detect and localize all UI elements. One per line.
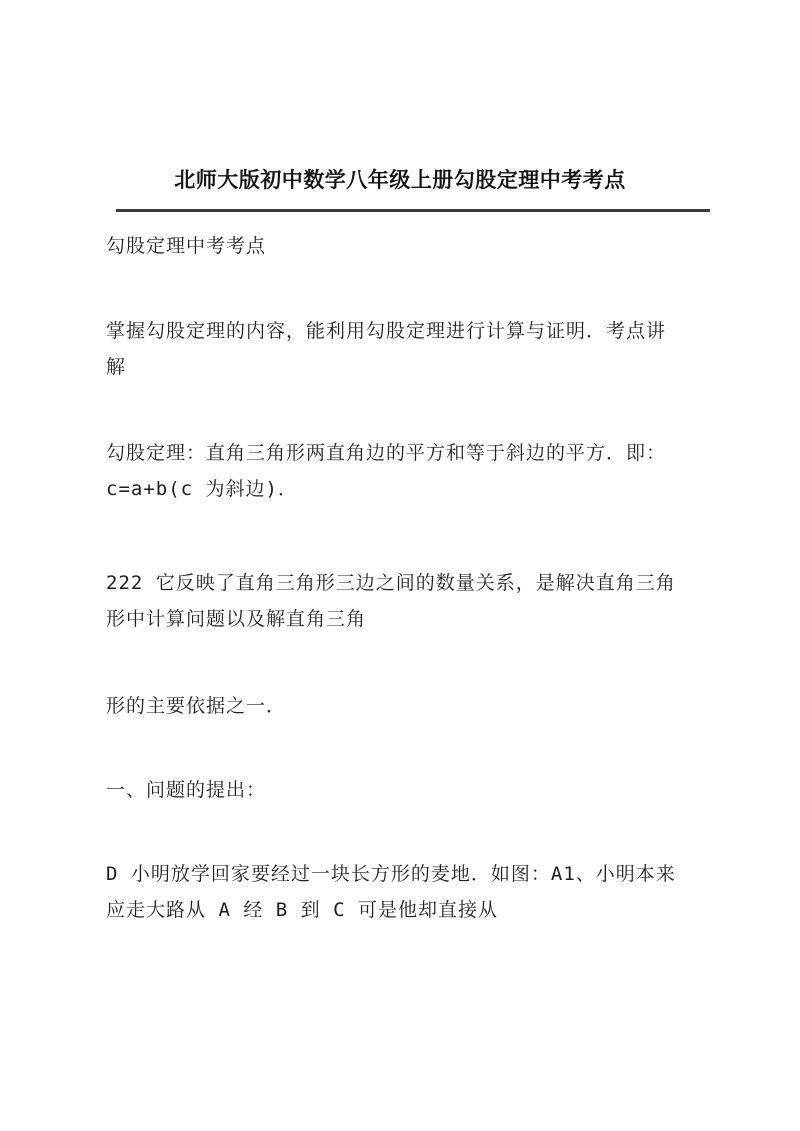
- paragraph-line: 222 它反映了直角三角形三边之间的数量关系，是解决直角三角: [106, 572, 676, 594]
- paragraph-line: 掌握勾股定理的内容，能利用勾股定理进行计算与证明．考点讲: [106, 320, 667, 342]
- paragraph-line: 形的主要依据之一．: [106, 695, 287, 717]
- paragraph-line: 形中计算问题以及解直角三角: [106, 608, 367, 630]
- paragraph-line: D 小明放学回家要经过一块长方形的麦地．如图：A1、小明本来: [106, 863, 676, 885]
- paragraph-2: [106, 313, 706, 385]
- document-title: 北师大版初中数学八年级上册勾股定理中考考点: [174, 167, 626, 192]
- paragraph-line: 应走大路从 A 经 B 到 C 可是他却直接从: [106, 899, 498, 921]
- section-heading: [106, 772, 706, 808]
- paragraph-line: c=a+b(c 为斜边)．: [106, 478, 298, 500]
- paragraph-line: 解: [106, 356, 127, 378]
- paragraph-5: [106, 688, 706, 724]
- title-underline-divider: [116, 209, 710, 212]
- paragraph-line: 一、问题的提出：: [106, 779, 267, 801]
- paragraph-line: 勾股定理：直角三角形两直角边的平方和等于斜边的平方．即：: [106, 442, 667, 464]
- paragraph-1: [106, 228, 706, 264]
- paragraph-3: [106, 435, 706, 507]
- paragraph-4: [106, 565, 706, 637]
- paragraph-7: [106, 856, 706, 928]
- paragraph-line: 勾股定理中考考点: [106, 235, 267, 257]
